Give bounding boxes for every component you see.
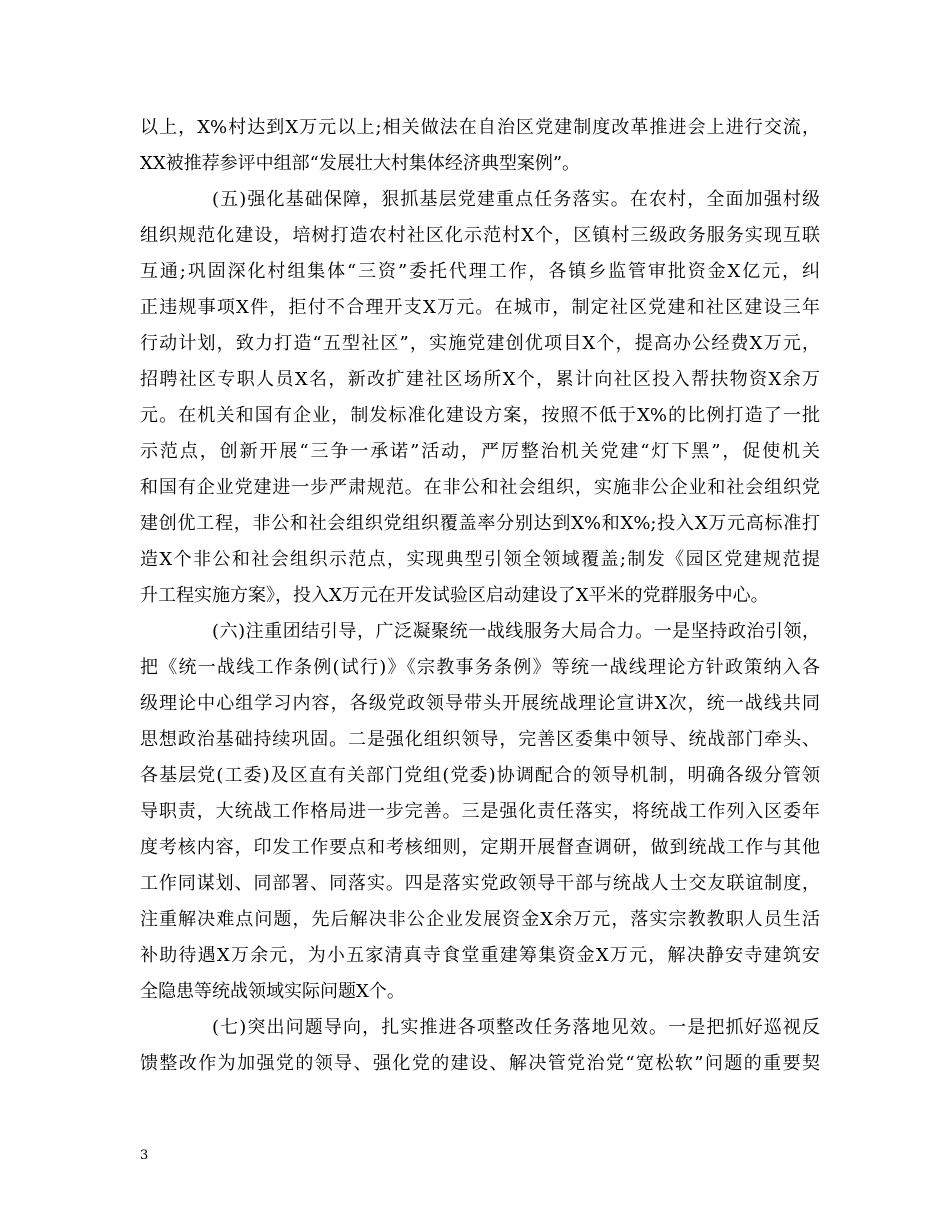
text-line: (六)注重团结引导，广泛凝聚统一战线服务大局合力。一是坚持政治引领， bbox=[212, 621, 820, 642]
text-line: 和国有企业党建进一步严肃规范。在非公和社会组织，实施非公企业和社会组织党 bbox=[140, 477, 820, 498]
text-line: (七)突出问题导向，扎实推进各项整改任务落地见效。一是把抓好巡视反 bbox=[212, 1017, 820, 1038]
paragraph-five bbox=[140, 182, 820, 614]
text-line: 招聘社区专职人员X名，新改扩建社区场所X个，累计向社区投入帮扶物资X余万 bbox=[140, 369, 820, 390]
text-line: (五)强化基础保障，狠抓基层党建重点任务落实。在农村，全面加强村级 bbox=[212, 189, 820, 210]
text-line: 造X个非公和社会组织示范点，实现典型引领全领域覆盖;制发《园区党建规范提 bbox=[140, 549, 820, 570]
text-line: 建创优工程，非公和社会组织党组织覆盖率分别达到X%和X%;投入X万元高标准打 bbox=[140, 513, 820, 534]
paragraph-seven bbox=[140, 1010, 820, 1082]
text-line: 以上，X%村达到X万元以上;相关做法在自治区党建制度改革推进会上进行交流， bbox=[140, 117, 820, 138]
text-line: 互通;巩固深化村组集体“三资”委托代理工作，各镇乡监管审批资金X亿元，纠 bbox=[140, 261, 820, 282]
text-line: 各基层党(工委)及区直有关部门党组(党委)协调配合的领导机制，明确各级分管领 bbox=[140, 765, 820, 786]
text-line: 工作同谋划、同部署、同落实。四是落实党政领导干部与统战人士交友联谊制度， bbox=[140, 873, 820, 894]
paragraph-continuation bbox=[140, 110, 820, 182]
text-line: 升工程实施方案》，投入X万元在开发试验区启动建设了X平米的党群服务中心。 bbox=[140, 585, 769, 606]
text-line: 补助待遇X万余元，为小五家清真寺食堂重建筹集资金X万元，解决静安寺建筑安 bbox=[140, 945, 820, 966]
text-line: 注重解决难点问题，先后解决非公企业发展资金X余万元，落实宗教教职人员生活 bbox=[140, 909, 820, 930]
text-line: 把《统一战线工作条例(试行)》《宗教事务条例》等统一战线理论方针政策纳入各 bbox=[140, 657, 820, 678]
paragraph-six bbox=[140, 614, 820, 1010]
text-line: 组织规范化建设，培树打造农村社区化示范村X个，区镇村三级政务服务实现互联 bbox=[140, 225, 820, 246]
document-body bbox=[140, 110, 820, 1082]
text-line: 馈整改作为加强党的领导、强化党的建设、解决管党治党“宽松软”问题的重要契 bbox=[140, 1053, 820, 1074]
text-line: 正违规事项X件，拒付不合理开支X万元。在城市，制定社区党建和社区建设三年 bbox=[140, 297, 820, 318]
text-line: XX被推荐参评中组部“发展壮大村集体经济典型案例”。 bbox=[140, 153, 581, 174]
text-line: 导职责，大统战工作格局进一步完善。三是强化责任落实，将统战工作列入区委年 bbox=[140, 801, 820, 822]
text-line: 级理论中心组学习内容，各级党政领导带头开展统战理论宣讲X次，统一战线共同 bbox=[140, 693, 820, 714]
text-line: 示范点，创新开展“三争一承诺”活动，严厉整治机关党建“灯下黑”，促使机关 bbox=[140, 441, 820, 462]
text-line: 度考核内容，印发工作要点和考核细则，定期开展督查调研，做到统战工作与其他 bbox=[140, 837, 820, 858]
text-line: 行动计划，致力打造“五型社区”，实施党建创优项目X个，提高办公经费X万元， bbox=[140, 333, 820, 354]
page-number: 3 bbox=[140, 1148, 149, 1163]
text-line: 全隐患等统战领域实际问题X个。 bbox=[140, 981, 405, 1002]
text-line: 元。在机关和国有企业，制发标准化建设方案，按照不低于X%的比例打造了一批 bbox=[140, 405, 820, 426]
text-line: 思想政治基础持续巩固。二是强化组织领导，完善区委集中领导、统战部门牵头、 bbox=[140, 729, 820, 750]
